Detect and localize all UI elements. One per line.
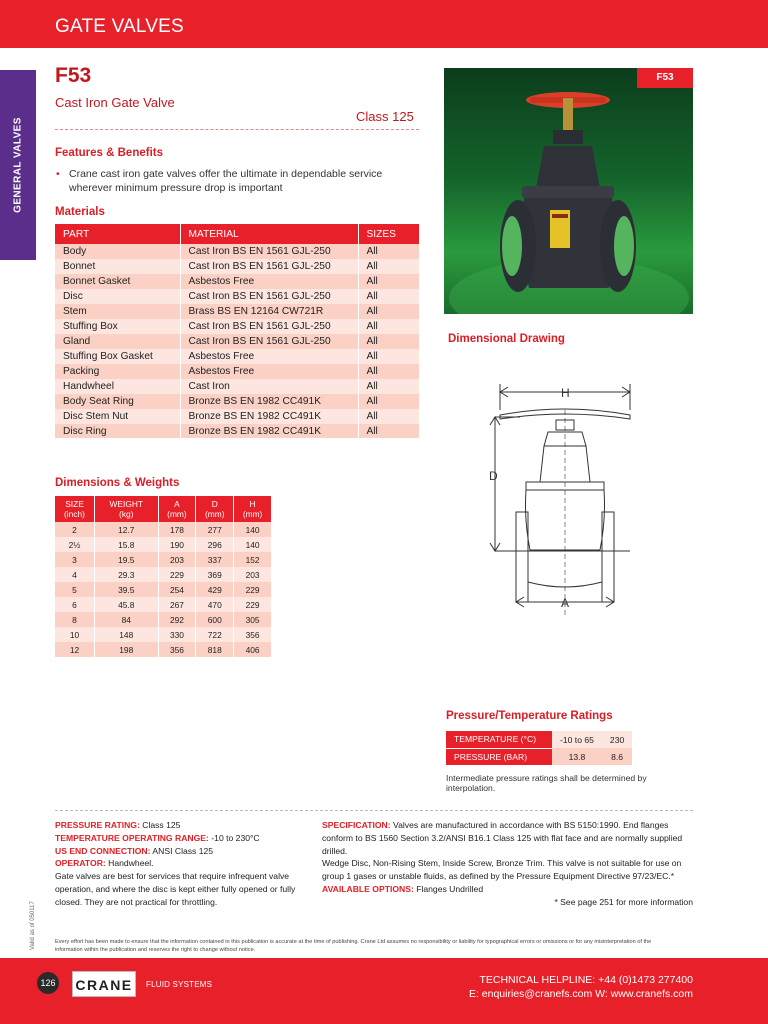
page-number: 126 (37, 972, 59, 994)
features-text: Crane cast iron gate valves offer the ultimate in dependable service wherever minimum pressure drop is important (69, 168, 383, 194)
table-row (55, 289, 420, 304)
table-row (55, 259, 420, 274)
spec-right-column (322, 819, 693, 909)
contact-links[interactable]: E: enquiries@cranefs.com W: www.cranefs.com (468, 988, 693, 1000)
table-row (55, 567, 272, 582)
cell: All (358, 349, 420, 364)
cell: 203 (234, 567, 272, 582)
cell: -10 to 65 (552, 731, 602, 748)
cell: 369 (196, 567, 234, 582)
cell: 229 (234, 597, 272, 612)
col-header-unit: (inch) (64, 509, 85, 519)
cell: 10 (55, 627, 95, 642)
cell: 6 (55, 597, 95, 612)
table-row (55, 522, 272, 537)
drawing-heading: Dimensional Drawing (448, 333, 565, 345)
col-header: MATERIAL (180, 224, 358, 244)
dimensions-header-row (55, 496, 272, 522)
cell: Cast Iron (180, 379, 358, 394)
helpline: TECHNICAL HELPLINE: +44 (0)1473 277400 (479, 974, 693, 986)
spec-left-column (55, 819, 313, 909)
cell: 254 (158, 582, 196, 597)
spec-label: PRESSURE RATING: (55, 820, 140, 830)
table-row (55, 334, 420, 349)
spec-value: ANSI Class 125 (152, 845, 214, 856)
cell: 178 (158, 522, 196, 537)
spec-value: -10 to 230°C (211, 832, 260, 843)
cell: Cast Iron BS EN 1561 GJL-250 (180, 334, 358, 349)
cell: 277 (196, 522, 234, 537)
cell: 337 (196, 552, 234, 567)
cell: All (358, 409, 420, 424)
cell: Handwheel (55, 379, 180, 394)
col-header (158, 496, 196, 522)
spec-value: Class 125 (142, 820, 181, 830)
features-bullet (56, 167, 416, 195)
cell: Brass BS EN 12164 CW721R (180, 304, 358, 319)
cell: 4 (55, 567, 95, 582)
cell: 818 (196, 642, 234, 657)
cell: Bronze BS EN 1982 CC491K (180, 409, 358, 424)
cell: All (358, 424, 420, 438)
table-row (55, 304, 420, 319)
table-row (55, 379, 420, 394)
bullet-icon: • (56, 168, 60, 180)
col-header-name: WEIGHT (109, 499, 144, 509)
table-row (55, 642, 272, 657)
cell: 2½ (55, 537, 95, 552)
gate-valve-image (444, 68, 693, 314)
row-label: TEMPERATURE (°C) (446, 731, 552, 748)
table-row (55, 349, 420, 364)
spec-value: Flanges Undrilled (416, 883, 484, 894)
table-row (55, 394, 420, 409)
cell: 406 (234, 642, 272, 657)
table-row (55, 244, 420, 259)
table-row (55, 552, 272, 567)
cell: 429 (196, 582, 234, 597)
cell: 229 (158, 567, 196, 582)
cell: 229 (234, 582, 272, 597)
spec-label: TEMPERATURE OPERATING RANGE: (55, 832, 209, 843)
cell: Bronze BS EN 1982 CC491K (180, 424, 358, 438)
cell: All (358, 379, 420, 394)
cell: 8 (55, 612, 95, 627)
table-row (446, 748, 632, 765)
cell: All (358, 289, 420, 304)
cell: Cast Iron BS EN 1561 GJL-250 (180, 289, 358, 304)
table-row (55, 582, 272, 597)
division-label: FLUID SYSTEMS (146, 980, 213, 989)
cell: 45.8 (95, 597, 159, 612)
table-row (55, 597, 272, 612)
spec-label: SPECIFICATION: (322, 820, 391, 830)
col-header-unit: (kg) (119, 509, 134, 519)
cell: All (358, 319, 420, 334)
valid-date: Valid as of 050117 (30, 901, 36, 950)
cell: 198 (95, 642, 159, 657)
dimensions-table (55, 496, 272, 657)
cell: 292 (158, 612, 196, 627)
divider (55, 810, 693, 811)
divider (55, 129, 419, 130)
spec-label: US END CONNECTION: (55, 845, 151, 856)
cell: Bronze BS EN 1982 CC491K (180, 394, 358, 409)
cell: Gland (55, 334, 180, 349)
cell: Cast Iron BS EN 1561 GJL-250 (180, 259, 358, 274)
col-header-name: H (249, 499, 256, 509)
cell: All (358, 334, 420, 349)
pressure-heading: Pressure/Temperature Ratings (446, 710, 613, 722)
col-header: PART (55, 224, 180, 244)
features-heading: Features & Benefits (55, 147, 164, 159)
spec-label: OPERATOR: (55, 858, 106, 869)
spec-value: Valves are manufactured in accordance with BS 5150:1990. End flanges conform to BS 1560 Section 3.2/ANSI B16.1 Class 125 with flat face and are normally supplied drilled. (322, 820, 683, 856)
cell: 15.8 (95, 537, 159, 552)
col-header-name: SIZE (65, 499, 84, 509)
materials-heading: Materials (55, 206, 105, 218)
table-row (55, 319, 420, 334)
cell: All (358, 394, 420, 409)
row-label: PRESSURE (BAR) (446, 748, 552, 765)
cell: Stem (55, 304, 180, 319)
section-title: GATE VALVES (55, 16, 184, 37)
dimensions-heading: Dimensions & Weights (55, 477, 180, 489)
photo-tag: F53 (637, 68, 693, 88)
cell: 8.6 (602, 748, 632, 765)
side-tab (0, 70, 36, 260)
col-header-name: D (211, 499, 218, 509)
cell: Cast Iron BS EN 1561 GJL-250 (180, 244, 358, 259)
cell: 5 (55, 582, 95, 597)
see-page-note: * See page 251 for more information (554, 896, 693, 907)
materials-table (55, 224, 420, 438)
header-bar (0, 0, 768, 48)
side-tab-label: GENERAL VALVES (12, 117, 24, 213)
cell: Stuffing Box (55, 319, 180, 334)
cell: 19.5 (95, 552, 159, 567)
product-code: F53 (55, 64, 92, 87)
materials-header-row (55, 224, 420, 244)
cell: 267 (158, 597, 196, 612)
cell: 230 (602, 731, 632, 748)
cell: Asbestos Free (180, 274, 358, 289)
cell: Asbestos Free (180, 349, 358, 364)
dimensional-drawing (460, 370, 665, 622)
cell: 330 (158, 627, 196, 642)
cell: 470 (196, 597, 234, 612)
cell: 3 (55, 552, 95, 567)
pressure-table (446, 731, 632, 766)
drawing-label-h: H (561, 386, 570, 400)
contact-block (469, 973, 693, 1001)
cell: All (358, 244, 420, 259)
cell: All (358, 304, 420, 319)
cell: Cast Iron BS EN 1561 GJL-250 (180, 319, 358, 334)
table-row (55, 612, 272, 627)
cell: 722 (196, 627, 234, 642)
cell: 140 (234, 522, 272, 537)
cell: 84 (95, 612, 159, 627)
cell: 356 (234, 627, 272, 642)
cell: 39.5 (95, 582, 159, 597)
cell: 600 (196, 612, 234, 627)
cell: Disc Stem Nut (55, 409, 180, 424)
cell: 148 (95, 627, 159, 642)
cell: Body (55, 244, 180, 259)
cell: 356 (158, 642, 196, 657)
col-header-unit: (mm) (242, 509, 263, 519)
cell: 140 (234, 537, 272, 552)
product-name: Cast Iron Gate Valve (55, 95, 175, 110)
cell: Disc Ring (55, 424, 180, 438)
disclaimer: Every effort has been made to ensure that the information contained in this publication is accurate at the time of publishing. Crane Ltd assumes no responsibility or liability for typographical errors or omissions or for any misinterpretation of the information within the publication and reserves the right to change without notice. (55, 939, 652, 953)
cell: 305 (234, 612, 272, 627)
product-photo (444, 68, 693, 314)
cell: 190 (158, 537, 196, 552)
cell: Disc (55, 289, 180, 304)
usage-text: Gate valves are best for services that require infrequent valve operation, and where the disc is kept either fully opened or fully closed. They are not practical for throttling. (55, 871, 296, 907)
spec-value: Handwheel. (108, 858, 154, 869)
table-row (55, 537, 272, 552)
table-row (55, 409, 420, 424)
cell: 203 (158, 552, 196, 567)
table-row (55, 627, 272, 642)
table-row (55, 424, 420, 438)
col-header (234, 496, 272, 522)
cell: All (358, 274, 420, 289)
spec-label: AVAILABLE OPTIONS: (322, 883, 414, 894)
cell: Packing (55, 364, 180, 379)
cell: 152 (234, 552, 272, 567)
cell: 12 (55, 642, 95, 657)
cell: Bonnet Gasket (55, 274, 180, 289)
cell: All (358, 364, 420, 379)
table-row (55, 364, 420, 379)
drawing-label-d: D (489, 469, 498, 483)
table-row (55, 274, 420, 289)
cell: 2 (55, 522, 95, 537)
table-row (446, 731, 632, 748)
col-header (196, 496, 234, 522)
cell: 29.3 (95, 567, 159, 582)
cell: All (358, 259, 420, 274)
col-header-unit: (mm) (204, 509, 225, 519)
product-class: Class 125 (356, 109, 414, 124)
cell: 13.8 (552, 748, 602, 765)
pressure-note: Intermediate pressure ratings shall be determined by interpolation. (446, 773, 647, 793)
cell: Stuffing Box Gasket (55, 349, 180, 364)
construction-text: Wedge Disc, Non-Rising Stem, Inside Screw, Bronze Trim. This valve is not suitable for use on group 1 gases or unstable fluids, as defined by the Pressure Equipment Directive 97/23/EC.* (322, 858, 682, 882)
cell: 296 (196, 537, 234, 552)
col-header (95, 496, 159, 522)
cell: Body Seat Ring (55, 394, 180, 409)
cell: 12.7 (95, 522, 159, 537)
drawing-label-a: A (561, 596, 570, 610)
cell: Bonnet (55, 259, 180, 274)
col-header (55, 496, 95, 522)
col-header: SIZES (358, 224, 420, 244)
col-header-unit: (mm) (167, 509, 187, 519)
col-header-name: A (174, 499, 180, 509)
cell: Asbestos Free (180, 364, 358, 379)
crane-logo: CRANE (72, 971, 136, 997)
